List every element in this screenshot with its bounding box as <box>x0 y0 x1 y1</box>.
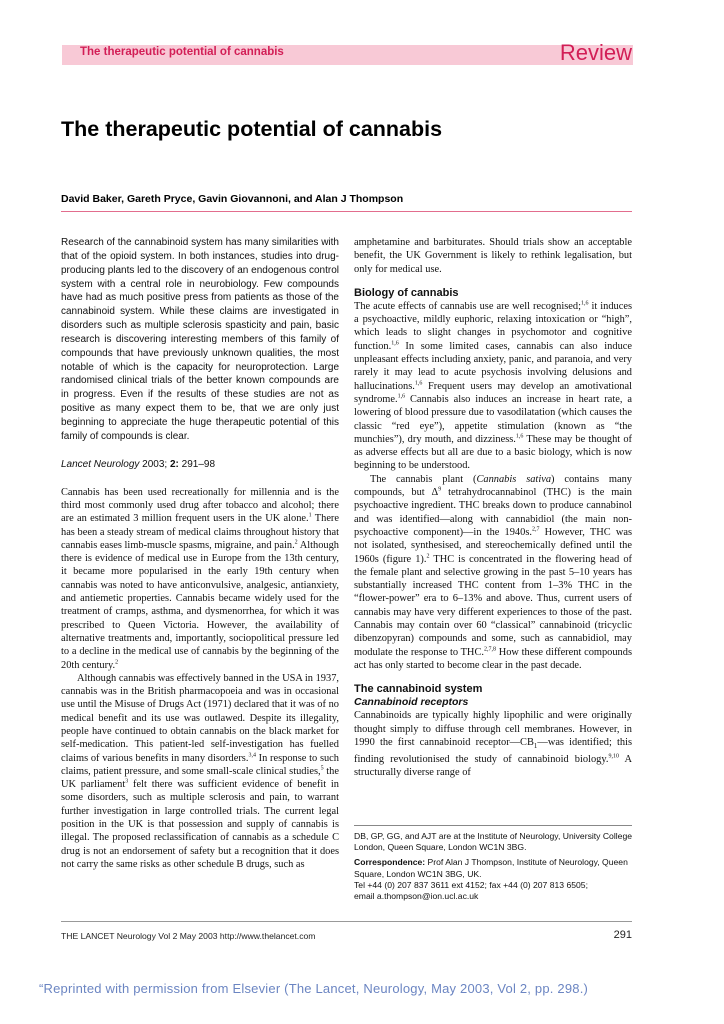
affiliation-divider <box>354 825 632 826</box>
correspondence-address: Prof Alan J Thompson, Institute of Neurology, Queen Square, London WC1N 3BG, UK. <box>354 857 628 879</box>
body-paragraph: The acute effects of cannabis use are well recognised;$^{1,6}$ it induces a psychoactive, mildly euphoric, relaxing intoxication or “high”, which leads to slight changes in psychomotor and cognitive function.$^{1,6}$ In some limited cases, cannabis can also induce unpleasant effects including anxiety, panic, and paranoia, and very rarely it may lead to acute psychosis involving delusions and hallucinations.$^{1,6}$ Frequent users may develop an amotivational syndrome.$^{1,6}$ Cannabis also induces an increase in heart rate, a lowering of blood pressure due to vasodilatation (which causes the classic “red eye”), appetite stimulation (known as “the munchies”), dry mouth, and dizziness.$^{1,6}$ These may be thought of as adverse effects but all are due to a basic biology, which is now beginning to be understood. <box>354 300 632 472</box>
body-paragraph: Although cannabis was effectively banned in the USA in 1937, cannabis was in the British pharmacopoeia and was in occasional use until the Misuse of Drugs Act (1971) declared that it was of no medical benefit and its use was outlawed. Despite its illegality, people have continued to obtain cannabis on the black market for self-medication. This patient-led self-investigation has fuelled claims of various benefits in many disorders.$^{3,4}$ In response to such claims, patient pressure, and some small-scale clinical studies,$^5$ the UK parliament$^3$ felt there was sufficient evidence of benefit in some disorders, such as multiple sclerosis and pain, to warrant further investigation in large controlled trials. The current legal position in the UK is that possession and supply of cannabis is illegal. The proposed reclassification of cannabis as a schedule C drug is not an endorsement of safety but a recognition that it does not carry the same risks as other schedule B drugs, such as <box>61 672 339 870</box>
affiliation-institution: DB, GP, GG, and AJT are at the Institute of Neurology, University College London, Queen Square, London WC1N 3BG. <box>354 831 632 853</box>
body-paragraph: The cannabis plant (Cannabis sativa) contains many compounds, but $\Delta^9$ tetrahydrocannabinol (THC) is the main psychoactive ingredient. THC breaks down to produce cannabinol and was identified—along with cannabidiol (the main non-psychoactive component)—in the 1940s.$^{2,7}$ However, THC was not isolated, synthesised, and stereochemically defined until the 1960s (figure 1).$^2$ THC is concentrated in the flowering head of the female plant and selective growing in the past 5–10 years has substantially increased THC content from 1–3% THC in the “flower-power” era to 6–13% and above. Thus, current users of cannabis may have very different experiences to those of the past. Cannabis may contain over 60 “classical” cannabinoid (tricyclic dibenzopyran) compounds and some, such as cannabidiol, may modulate the response to THC.$^{2,7,8}$ How these different compounds act has only started to become clear in the past decade. <box>354 473 632 671</box>
body-paragraph: Cannabis has been used recreationally for millennia and is the third most commonly used drug after tobacco and alcohol; there are an estimated 3 million frequent users in the UK alone.$^1$ There has been a steady stream of medical claims throughout history that cannabis eases limb-muscle spasms, migraine, and pain.$^2$ Although there is evidence of medical use in Europe from the 13th century, it became more popularised in the early 19th century when cannabis was noted to have anticonvulsive, analgesic, antianxiety, and antiemetic properties. Cannabis became widely used for the treatment of cramps, asthma, and dysmenorrhea, for which it was prescribed to Queen Victoria. However, the availability of alternative treatments and, importantly, sociopolitical pressure led to a decline in the medical use of cannabis by the beginning of the 20th century.$^2$ <box>61 486 340 671</box>
body-paragraph: amphetamine and barbiturates. Should trials show an acceptable benefit, the UK Government is likely to rethink legalisation, but only for medical use. <box>354 237 632 275</box>
footer-journal-info: THE LANCET Neurology Vol 2 May 2003 http://www.thelancet.com <box>61 931 316 941</box>
citation-volume: 2: <box>169 458 179 470</box>
citation <box>61 459 339 470</box>
right-column <box>354 236 632 780</box>
body-paragraph: Cannabinoids are typically highly lipophilic and were originally thought simply to diffuse through cell membranes. However, in 1990 the first cannabinoid $receptor—CB_1—was$ identified; this finding revolutionised the study of cannabinoid biology.$^{9,10}$ A structurally diverse range of <box>354 710 633 779</box>
author-list: David Baker, Gareth Pryce, Gavin Giovannoni, and Alan J Thompson <box>61 193 404 205</box>
contact-email: email a.thompson@ion.ucl.ac.uk <box>354 891 479 902</box>
citation-journal: Lancet Neurology <box>61 458 140 470</box>
running-title: The therapeutic potential of cannabis <box>80 46 284 58</box>
correspondence <box>354 857 632 902</box>
footer-divider <box>61 921 632 922</box>
section-label: Review <box>559 40 632 65</box>
section-heading: Biology of cannabis <box>354 286 459 299</box>
page-number: 291 <box>613 929 632 941</box>
citation-pages: 291–98 <box>181 458 216 470</box>
contact-phone-fax: Tel +44 (0) 207 837 3611 ext 4152; fax +44 (0) 207 813 6505; <box>354 879 588 890</box>
citation-year: 2003; <box>142 458 168 470</box>
correspondence-label: Correspondence: <box>354 857 426 868</box>
section-heading: The cannabinoid system <box>354 683 483 696</box>
title-divider <box>61 211 632 212</box>
abstract: Research of the cannabinoid system has many similarities with that of the opioid system. In both instances, studies into drug-producing plants led to the discovery of an endogenous control system with a central role in neurobiology. Few compounds have had as much positive press from patients as those of the cannabinoid system. While these claims are investigated in disorders such as multiple sclerosis spasticity and pain, basic research is discovering interesting members of this family of compounds that have previously unknown qualities, the most notable of which is the capacity for neuroprotection. Large randomised clinical trials of the better known compounds are in progress. Even if the results of these studies are not as positive as many expect them to be, that we are only just beginning to appreciate the huge therapeutic potential of this family of compounds is clear. <box>61 237 339 442</box>
reprint-notice: “Reprinted with permission from Elsevier (The Lancet, Neurology, May 2003, Vol 2, pp. 298.) <box>39 981 589 996</box>
affiliation-box <box>354 831 632 906</box>
article-title: The therapeutic potential of cannabis <box>61 117 443 141</box>
left-column <box>61 236 339 871</box>
subsection-heading: Cannabinoid receptors <box>354 696 469 709</box>
